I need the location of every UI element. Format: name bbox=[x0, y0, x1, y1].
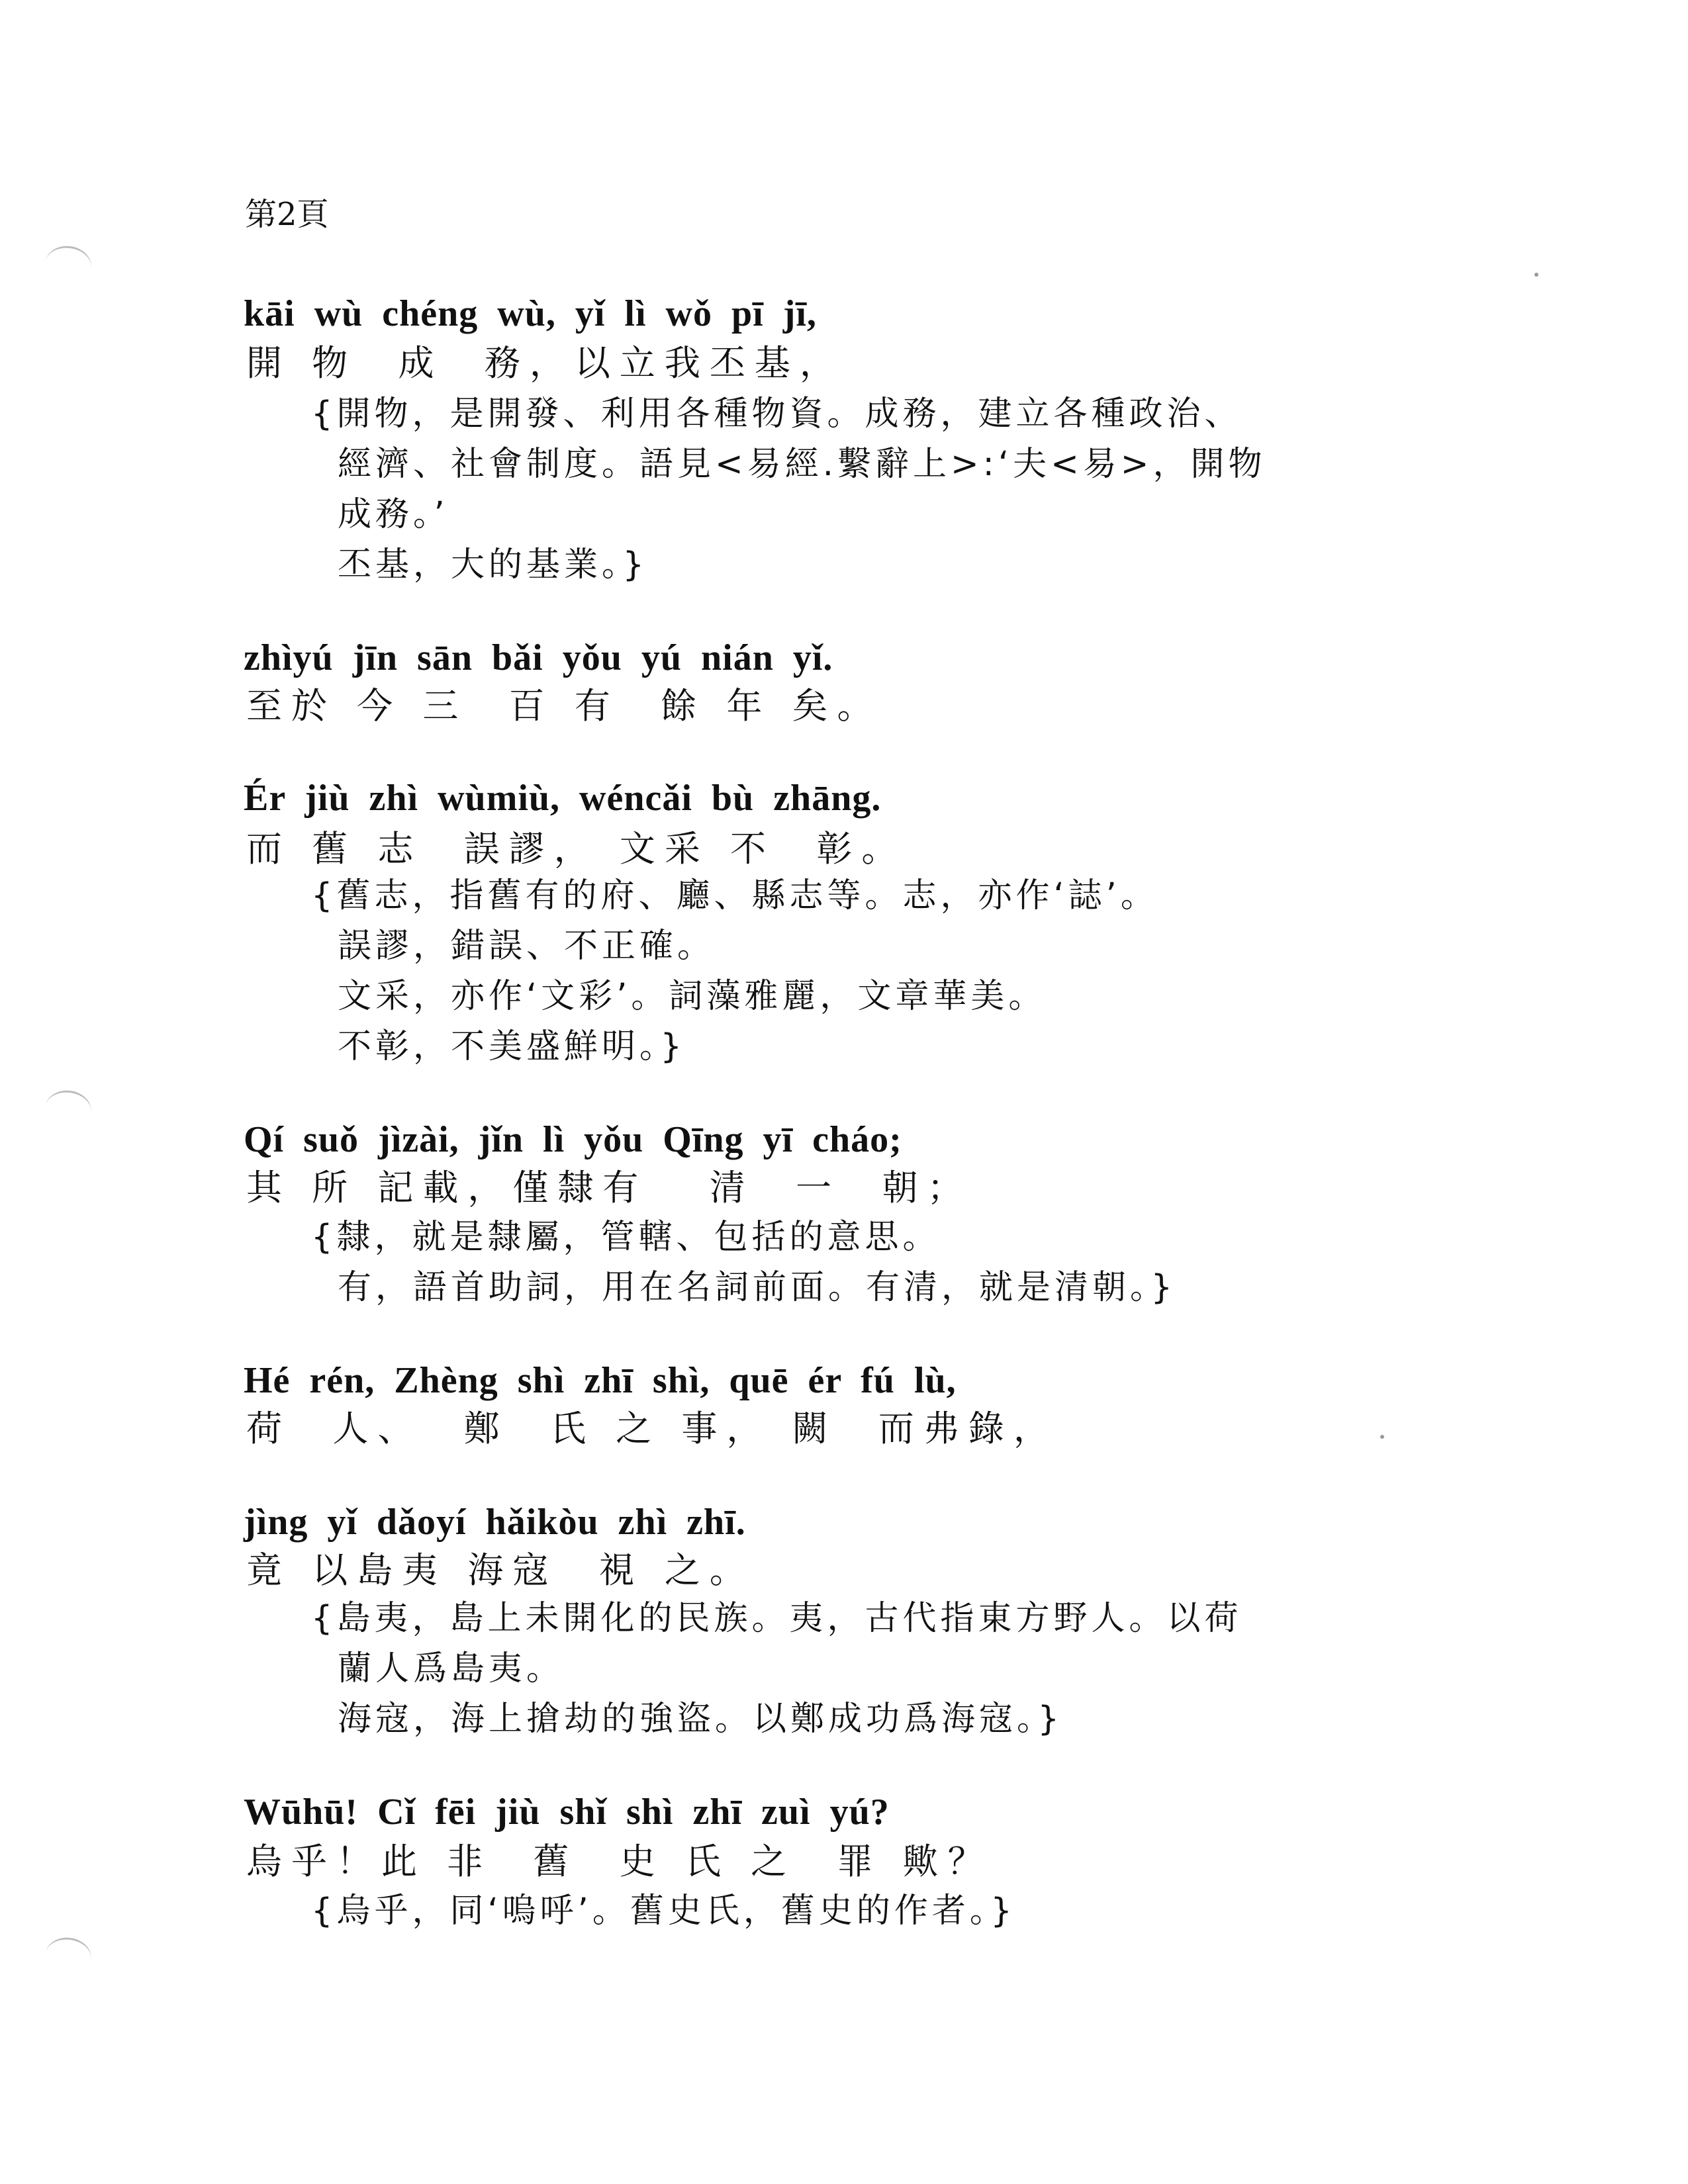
pinyin-line: jìng yǐ dǎoyí hǎikòu zhì zhī. bbox=[244, 1502, 746, 1543]
pinyin-line: kāi wù chéng wù, yǐ lì wǒ pī jī, bbox=[244, 293, 817, 334]
annotation-line: 文采，亦作‘文彩’。詞藻雅麗，文章華美。 bbox=[338, 977, 1047, 1016]
chinese-line: 開 物 成 務，以立我丕基， bbox=[246, 342, 845, 384]
annotation-line: {烏乎，同‘嗚呼’。舊史氏，舊史的作者。} bbox=[311, 1891, 1016, 1931]
punch-hole-mark bbox=[45, 243, 93, 268]
chinese-line: 竟 以島夷 海寇 視 之。 bbox=[246, 1549, 755, 1591]
annotation-line: 誤謬，錯誤、不正確。 bbox=[338, 927, 716, 966]
annotation-line: 海寇，海上搶劫的強盜。以鄭成功爲海寇。} bbox=[338, 1700, 1063, 1739]
pinyin-line: zhìyú jīn sān bǎi yǒu yú nián yǐ. bbox=[244, 637, 833, 678]
punch-hole-mark bbox=[45, 1087, 93, 1113]
annotation-line: {開物，是開發、利用各種物資。成務，建立各種政治、 bbox=[311, 394, 1243, 433]
chinese-line: 而 舊 志 誤謬， 文采 不 彰。 bbox=[246, 828, 907, 870]
pinyin-line: Ér jiù zhì wùmiù, wéncǎi bù zhāng. bbox=[244, 778, 882, 819]
annotation-line: {舊志，指舊有的府、廳、縣志等。志，亦作‘誌’。 bbox=[311, 876, 1158, 915]
annotation-line: {隸，就是隸屬，管轄、包括的意思。 bbox=[311, 1218, 941, 1257]
pinyin-line: Wūhū! Cǐ fēi jiù shǐ shì zhī zuì yú? bbox=[244, 1792, 890, 1833]
annotation-line: 成務。’ bbox=[338, 495, 449, 534]
scan-speck bbox=[1534, 273, 1538, 277]
punch-hole-mark bbox=[45, 1934, 93, 1960]
pinyin-line: Qí suǒ jìzài, jǐn lì yǒu Qīng yī cháo; bbox=[244, 1119, 902, 1160]
chinese-line: 其 所 記載，僅隸有 清 一 朝； bbox=[246, 1167, 972, 1208]
pinyin-line: Hé rén, Zhèng shì zhī shì, quē ér fú lù, bbox=[244, 1360, 957, 1401]
scan-speck bbox=[1380, 1435, 1384, 1439]
chinese-line: 至於 今 三 百 有 餘 年 矣。 bbox=[246, 685, 882, 727]
annotation-line: 不彰，不美盛鮮明。} bbox=[338, 1027, 686, 1066]
annotation-line: 蘭人爲島夷。 bbox=[338, 1649, 565, 1688]
chinese-line: 烏乎！此 非 舊 史 氏 之 罪 歟？ bbox=[246, 1841, 993, 1882]
chinese-line: 荷 人、 鄭 氏 之 事， 闕 而弗錄， bbox=[246, 1408, 1058, 1449]
annotation-line: 經濟、社會制度。語見<易經.繫辭上>:‘夫<易>，開物 bbox=[338, 445, 1266, 484]
annotation-line: 有，語首助詞，用在名詞前面。有清，就是清朝。} bbox=[338, 1268, 1176, 1307]
annotation-line: 丕基，大的基業。} bbox=[338, 545, 648, 584]
page-number: 第2頁 bbox=[245, 196, 329, 233]
annotation-line: {島夷，島上未開化的民族。夷，古代指東方野人。以荷 bbox=[311, 1599, 1243, 1638]
